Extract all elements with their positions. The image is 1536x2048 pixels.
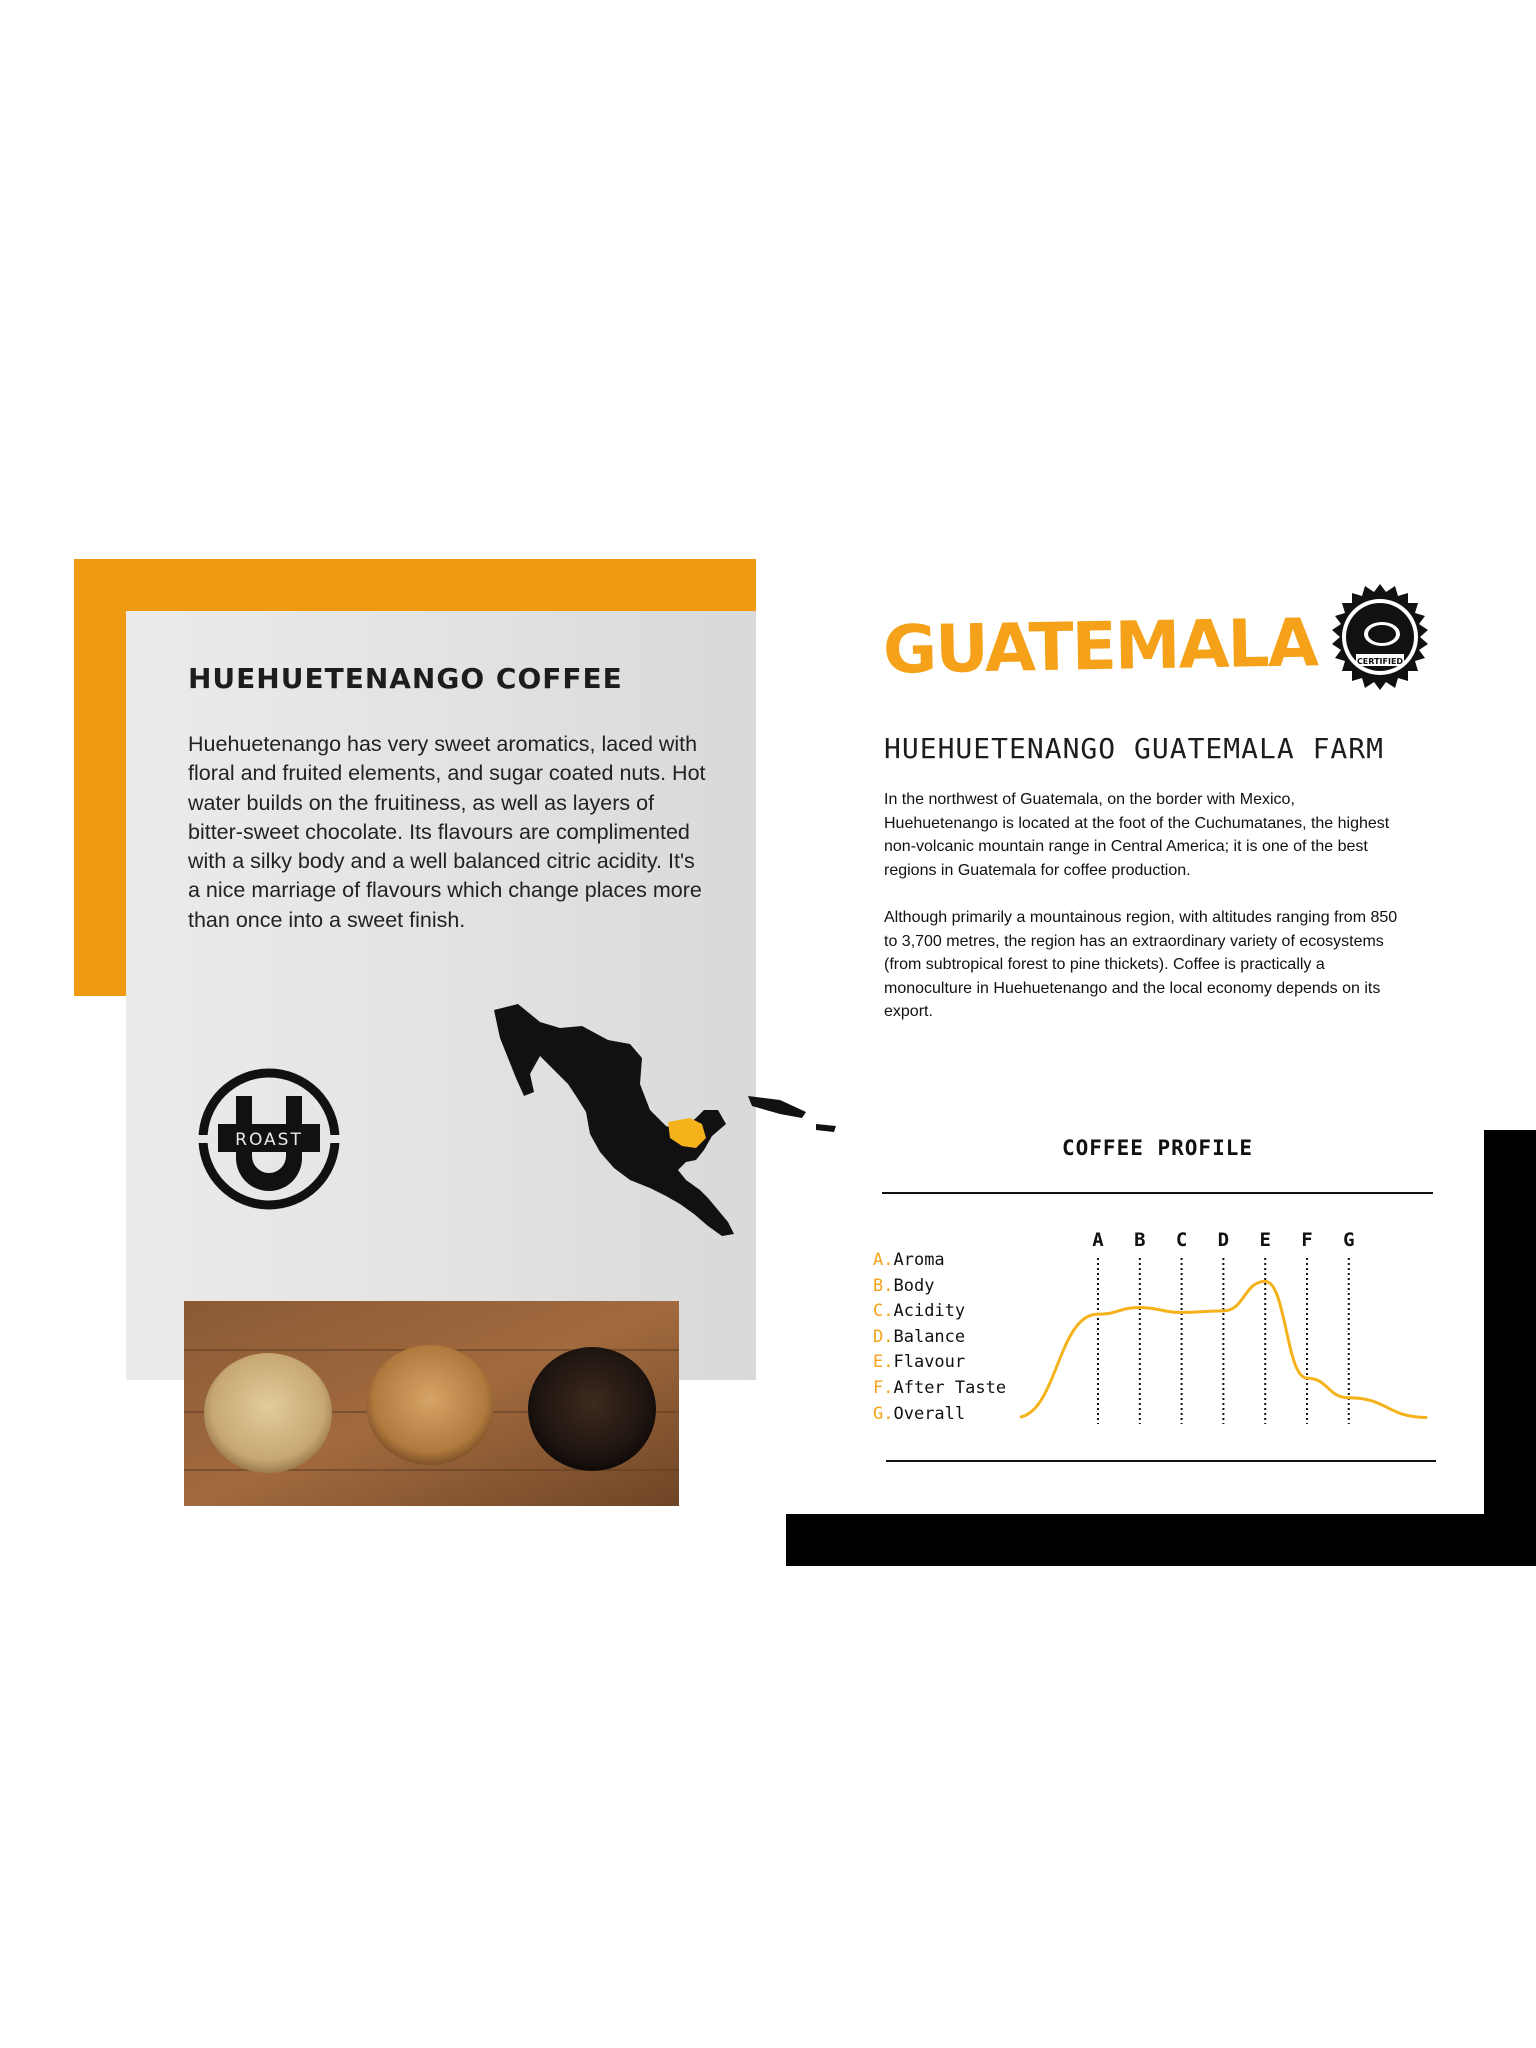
tick-label-f: F	[1301, 1229, 1313, 1251]
country-title: GUATEMALA	[882, 604, 1318, 689]
legend-item: E.Flavour	[873, 1352, 966, 1373]
tick-label-e: E	[1259, 1229, 1271, 1251]
legend-item: G.Overall	[873, 1403, 966, 1424]
roast-logo-text: ROAST	[235, 1130, 303, 1150]
profile-rule-top	[882, 1192, 1433, 1194]
central-america-map	[490, 1000, 850, 1260]
tick-label-d: D	[1217, 1229, 1230, 1251]
tick-label-c: C	[1175, 1229, 1188, 1251]
black-frame-right	[1484, 1130, 1536, 1514]
coffee-card	[126, 611, 756, 1380]
tick-label-b: B	[1134, 1229, 1146, 1251]
profile-rule-bottom	[886, 1460, 1436, 1462]
coffee-profile-heading: COFFEE PROFILE	[1062, 1136, 1254, 1160]
legend-item: C.Acidity	[873, 1301, 966, 1322]
tick-label-a: A	[1092, 1229, 1104, 1251]
u-roast-logo	[196, 1066, 342, 1212]
black-frame-bottom	[786, 1514, 1536, 1566]
farm-paragraph-2: Although primarily a mountainous region, with altitudes ranging from 850 to 3,700 metres, the region has an extraordinary variety of ecosystems (from subtropical forest to pine thickets). Coffee is practically a monoculture in Huehuetenango and the local economy depends on its export.	[884, 909, 1398, 1021]
legend-item: A.Aroma	[873, 1250, 945, 1270]
coffee-beans-photo	[184, 1301, 679, 1506]
coffee-description: Huehuetenango has very sweet aromatics, laced with floral and fruited elements, and sugar coated nuts. Hot water builds on the fruitiness, as well as layers of bitter-sweet chocolate. Its flavours are complimented with a silky body and a well balanced citric acidity. It's a nice marriage of flavours which change places more than once into a sweet finish.	[188, 732, 706, 932]
profile-legend	[873, 1248, 1006, 1427]
tick-label-g: G	[1343, 1229, 1355, 1251]
seal-certified-text: CERTIFIED	[1356, 657, 1404, 666]
legend-item: F.After Taste	[873, 1377, 1007, 1398]
farm-title: HUEHUETENANGO GUATEMALA FARM	[884, 732, 1385, 765]
coffee-title: HUEHUETENANGO COFFEE	[188, 662, 623, 695]
rainforest-alliance-seal	[1326, 584, 1434, 692]
coffee-profile-chart	[1020, 1220, 1440, 1432]
farm-paragraph-1: In the northwest of Guatemala, on the border with Mexico, Huehuetenango is located at the foot of the Cuchumatanes, the highest non-volcanic mountain range in Central America; it is one of the best regions in Guatemala for coffee production.	[884, 791, 1390, 879]
legend-item: D.Balance	[873, 1326, 966, 1347]
legend-item: B.Body	[873, 1275, 935, 1296]
